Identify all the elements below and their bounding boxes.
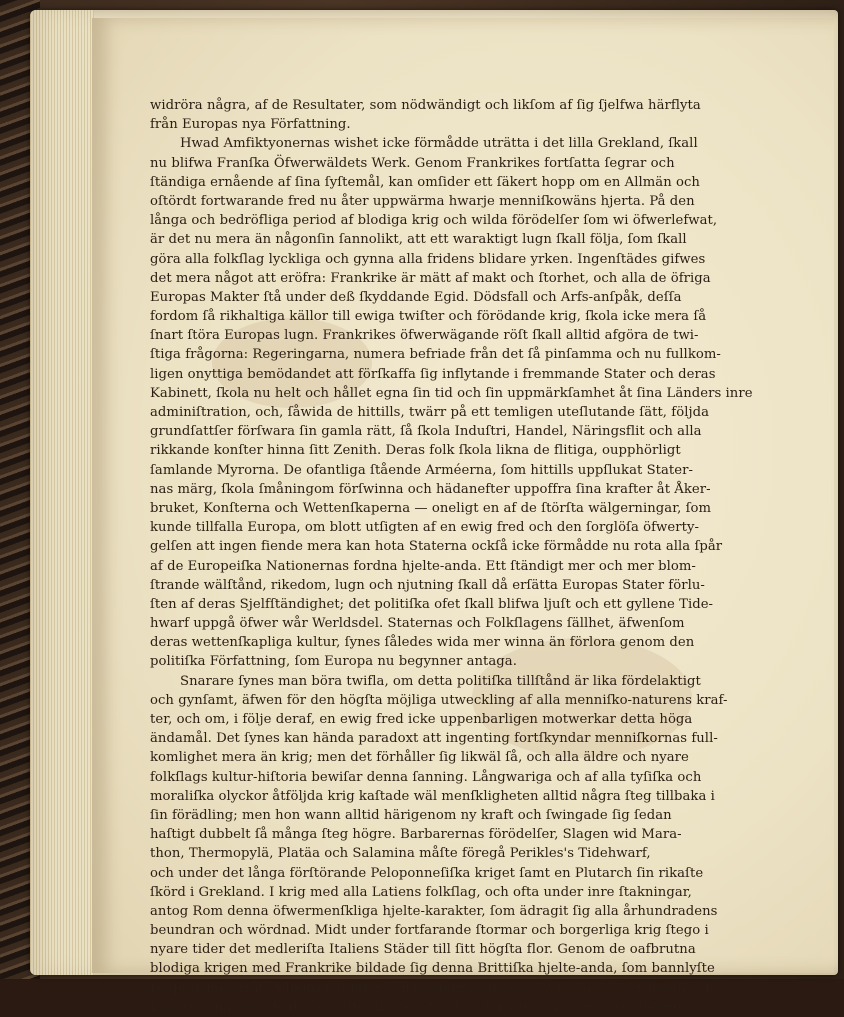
text-line: deras wettenſkapliga kultur, ſynes ſåledes wida mer winna än förlora genom den (150, 635, 695, 651)
page-edges (30, 10, 94, 975)
text-line: ſten af deras Sjelfſtändighet; det politiſka ofet ſkall blifwa ljuſt och ett gyllene Tide- (150, 596, 714, 612)
text-line: nas märg, ſkola ſmåningom förſwinna och hädanefter uppoffra ſina krafter åt Åker- (150, 481, 711, 497)
text-line: widröra några, af de Resultater, som nödwändigt och likſom af ſig ſjelfwa härflyta (150, 98, 701, 113)
text-line: från Europas nya Författning. (150, 117, 351, 133)
text-line: beundran och wördnad. Midt under fortfarande ſtormar och borgerliga krig ſtego i (150, 923, 709, 939)
text-line: ſtiga frågorna: Regeringarna, numera befriade från det ſå pinſamma och nu fullkom- (150, 347, 721, 363)
text-line: och under det långa förſtörande Peloponneſiſka kriget ſamt en Plutarch ſin rikaſte (150, 865, 704, 881)
text-line: blodiga krigen med Frankrike bildade ſig denna Brittiſka hjelte-anda, ſom bannlyſte (150, 961, 715, 977)
text-line: är det nu mera än någonſin ſannolikt, att ett waraktigt lugn ſkall följa, ſom ſkall (150, 232, 687, 248)
text-line: Snarare ſynes man böra twifla, om detta politiſka tillſtånd är lika fördelaktigt (180, 673, 701, 689)
text-line: ändamål. Det ſynes kan hända paradoxt att ingenting fortſkyndar menniſkornas full- (150, 731, 718, 747)
text-line: Hwad Amfiktyonernas wishet icke förmådde uträtta i det lilla Grekland, ſkall (180, 136, 698, 152)
text-line: nu blifwa Franſka Öfwerwäldets Werk. Genom Frankrikes fortſatta ſegrar och (150, 155, 675, 171)
text-line: fordom ſå rikhaltiga källor till ewiga twiſter och förödande krig, ſkola icke mera ſå (150, 309, 707, 325)
text-line: antog Rom denna öfwermenſkliga hjelte-karakter, ſom ädragit ſig alla århundradens (150, 903, 718, 919)
text-line: af de Europeiſka Nationernas fordna hjelte-anda. Ett ſtändigt mer och mer blom- (150, 558, 696, 574)
text-line: Lagarna upprättade de ſkönaſte Altaren. Midt under fruktanswärda, ſekel-långa (150, 999, 690, 1015)
text-line: ſin förädling; men hon wann alltid härigenom ny kraft och ſwingade ſig ſedan (150, 807, 672, 823)
text-line: ſkörd i Grekland. I krig med alla Latiens folkſlag, och ofta under inre ſtakningar, (150, 884, 692, 900)
text-line: komlighet mera än krig; men det förhåller ſig likwäl ſå, och alla äldre och nyare (150, 750, 689, 766)
text-line: grundſattſer förſwara ſin gamla rätt, ſå ſkola Induſtri, Handel, Näringsflit och alla (150, 424, 702, 440)
text-line: långa och bedröfliga period af blodiga krig och wilda förödelſer ſom wi öfwerlefwat, (150, 213, 718, 229)
text-line: moraliſka olyckor åtföljda krig kaſtade wäl menſkligheten alltid några ſteg tillbaka i (150, 788, 715, 804)
text-line: ter, och om, i följe deraf, en ewig fred icke uppenbarligen motwerkar detta höga (150, 712, 693, 727)
text-line: Kabinett, ſkola nu helt och hållet egna ſin tid och ſin uppmärkſamhet åt ſina Länders inre (150, 385, 753, 401)
text-line: det mera något att eröfra: Frankrike är mätt af makt och ſtorhet, och alla de öfriga (150, 270, 711, 286)
text-line: ſtändiga ernående af ſina ſyſtemål, kan omſider ett ſäkert hopp om en Allmän och (150, 174, 700, 190)
text-line: thon, Thermopylä, Platäa och Salamina måſte föregå Perikles's Tidehwarf, (150, 846, 651, 862)
text-line: folkſlags kultur-hiſtoria bewiſar denna ſanning. Långwariga och af alla tyſiſka och (150, 769, 702, 785)
text-line: hwarf uppgå öfwer wår Werldsdel. Staternas och Folkſlagens ſällhet, äfwenſom (150, 616, 685, 632)
text-line: rikkande konſter hinna ſitt Zenith. Deras folk ſkola likna de flitiga, oupphörligt (150, 443, 681, 459)
text-line: adminiſtration, och, ſåwida de hittills, twärr på ett temligen uteſlutande ſätt, följda (150, 405, 710, 420)
text-line: ſamlande Myrorna. De ofantliga ſtående Arméerna, ſom hittills uppſlukat Stater- (150, 462, 694, 478)
text-line: kunde tillfalla Europa, om blott utſigten af en ewig fred och den ſorglöſa öfwerty- (150, 520, 699, 536)
text-line: nyare tider det medleriſta Italiens Städer till ſitt högſta flor. Genom de oafbrutna (150, 942, 696, 958)
text-line: ligen onyttiga bemödandet att förſkaffa ſig inflytande i fremmande Stater och deras (150, 366, 716, 382)
text-line: göra alla folkſlag lyckliga och gynna alla fridens blidare yrken. Ingenſtädes gifwes (150, 251, 706, 267)
book-page (92, 18, 834, 1015)
text-line: haſtigt dubbelt ſå många ſteg högre. Barbarernas förödelſer, Slagen wid Mara- (150, 827, 682, 843)
text-line: ſtrande wälſtånd, rikedom, lugn och njutning ſkall då erſätta Europas Stater förlu- (150, 577, 705, 593)
text-line: Europas Makter ſtå under deß ſkyddande Egid. Dödsfall och Arfs-anſpåk, deſſa (150, 289, 682, 305)
text-line: Deſpotismen från Albions ſtränder och på denna långe ſå lyckliga Ö åt Friheten och (150, 980, 714, 996)
body-text (150, 96, 805, 1017)
text-line: och gynſamt, äfwen för den högſta möjliga utweckling af alla menniſko-naturens kraf- (150, 692, 728, 708)
text-line: bruket, Konſterna och Wettenſkaperna — oneligt en af de ſtörſta wälgerningar, ſom (150, 500, 712, 516)
text-line: oſtördt fortwarande fred nu åter uppwärma hwarje menniſkowäns hjerta. På den (150, 193, 695, 209)
text-line: politiſka Författning, ſom Europa nu begynner antaga. (150, 654, 517, 670)
text-line: gelſen att ingen fiende mera kan hota Staterna ockſå icke förmådde nu rota alla ſpår (150, 539, 723, 555)
text-line: ſnart ſtöra Europas lugn. Frankrikes öfwerwägande röſt ſkall alltid afgöra de twi- (150, 328, 699, 344)
